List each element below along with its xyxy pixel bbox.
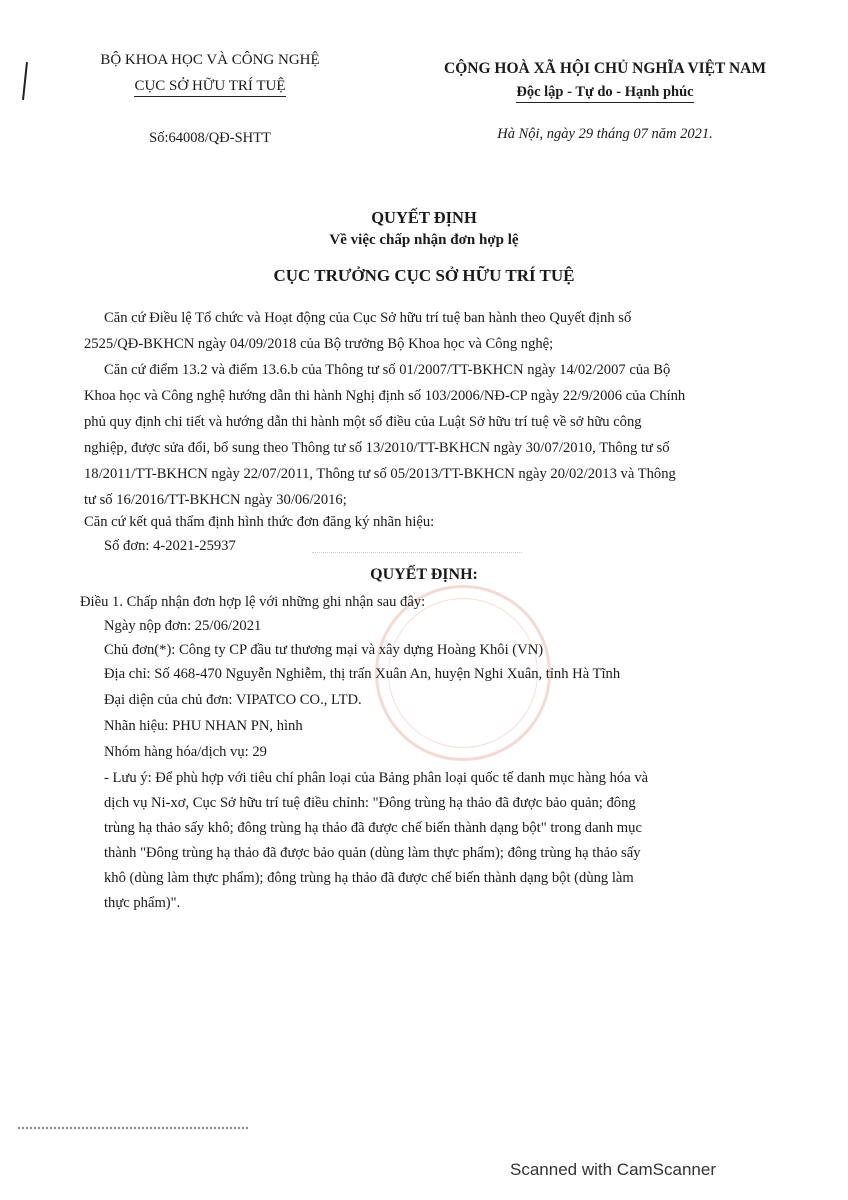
basis-p1-line2: 2525/QĐ-BKHCN ngày 04/09/2018 của Bộ trưởng Bộ Khoa học và Công nghệ; bbox=[84, 336, 554, 352]
agency-name bbox=[60, 78, 360, 95]
scanner-watermark: Scanned with CamScanner bbox=[510, 1160, 717, 1179]
article-1: Điều 1. Chấp nhận đơn hợp lệ với những ghi nhận sau đây: bbox=[80, 594, 426, 610]
basis-p2-line6: tư số 16/2016/TT-BKHCN ngày 30/06/2016; bbox=[84, 492, 347, 508]
received-stamp-mark bbox=[312, 536, 522, 553]
footer-scan-artifact bbox=[18, 1124, 248, 1129]
basis-p2-line4: nghiệp, được sửa đổi, bổ sung theo Thông tư số 13/2010/TT-BKHCN ngày 30/07/2010, Thông tư số bbox=[84, 440, 670, 456]
agency-name-text: CỤC SỞ HỮU TRÍ TUỆ bbox=[134, 78, 285, 97]
national-title: CỘNG HOÀ XÃ HỘI CHỦ NGHĨA VIỆT NAM bbox=[444, 60, 766, 77]
decision-heading: QUYẾT ĐỊNH: bbox=[370, 566, 478, 583]
basis-p1-line1: Căn cứ Điều lệ Tổ chức và Hoạt động của Cục Sở hữu trí tuệ ban hành theo Quyết định số bbox=[104, 310, 632, 326]
note-line-2: dịch vụ Ni-xơ, Cục Sở hữu trí tuệ điều chỉnh: "Đông trùng hạ thảo đã được bảo quản; đông bbox=[104, 795, 636, 811]
goods-classes: Nhóm hàng hóa/dịch vụ: 29 bbox=[104, 744, 267, 760]
document-number: Số:64008/QĐ-SHTT bbox=[149, 130, 271, 146]
application-number: Số đơn: 4-2021-25937 bbox=[104, 538, 236, 554]
authority-title: CỤC TRƯỞNG CỤC SỞ HỮU TRÍ TUỆ bbox=[273, 266, 575, 285]
basis-p2-line3: phủ quy định chi tiết và hướng dẫn thi hành một số điều của Luật Sở hữu trí tuệ về sở hữu công bbox=[84, 414, 642, 430]
basis-p2-line5: 18/2011/TT-BKHCN ngày 22/07/2011, Thông tư số 05/2013/TT-BKHCN ngày 20/02/2013 và Thông bbox=[84, 466, 676, 482]
basis-p2-line1: Căn cứ điểm 13.2 và điểm 13.6.b của Thông tư số 01/2007/TT-BKHCN ngày 14/02/2007 của Bộ bbox=[104, 362, 671, 378]
note-line-3: trùng hạ thảo sấy khô; đông trùng hạ thảo đã được chế biến thành dạng bột" trong danh mục bbox=[104, 820, 642, 836]
agency-parent: BỘ KHOA HỌC VÀ CÔNG NGHỆ bbox=[100, 52, 320, 68]
note-line-5: khô (dùng làm thực phẩm); đông trùng hạ thảo đã được chế biến thành dạng bột (dùng làm bbox=[104, 870, 634, 886]
basis-p2-line2: Khoa học và Công nghệ hướng dẫn thi hành Nghị định số 103/2006/NĐ-CP ngày 22/9/2006 của Chính bbox=[84, 388, 686, 404]
trademark-name: Nhãn hiệu: PHU NHAN PN, hình bbox=[104, 718, 303, 734]
national-motto bbox=[405, 84, 805, 101]
applicant: Chủ đơn(*): Công ty CP đầu tư thương mại và xây dựng Hoàng Khôi (VN) bbox=[104, 642, 544, 658]
note-line-1: - Lưu ý: Để phù hợp với tiêu chí phân loại của Bảng phân loại quốc tế danh mục hàng hóa và bbox=[104, 770, 649, 786]
filing-date: Ngày nộp đơn: 25/06/2021 bbox=[104, 618, 262, 634]
issue-date: Hà Nội, ngày 29 tháng 07 năm 2021. bbox=[497, 126, 713, 142]
scan-mark bbox=[22, 62, 28, 100]
doc-title: QUYẾT ĐỊNH bbox=[371, 208, 477, 227]
basis-p3: Căn cứ kết quả thẩm định hình thức đơn đăng ký nhãn hiệu: bbox=[84, 514, 435, 530]
representative: Đại diện của chủ đơn: VIPATCO CO., LTD. bbox=[104, 692, 362, 708]
note-line-4: thành "Đông trùng hạ thảo đã được bảo quản (dùng làm thực phẩm); đông trùng hạ thảo sấy bbox=[104, 845, 641, 861]
national-motto-text: Độc lập - Tự do - Hạnh phúc bbox=[516, 84, 693, 103]
applicant-address: Địa chỉ: Số 468-470 Nguyễn Nghiễm, thị trấn Xuân An, huyện Nghi Xuân, tỉnh Hà Tĩnh bbox=[104, 666, 621, 682]
doc-subtitle: Về việc chấp nhận đơn hợp lệ bbox=[329, 232, 519, 248]
note-line-6: thực phẩm)". bbox=[104, 895, 181, 911]
